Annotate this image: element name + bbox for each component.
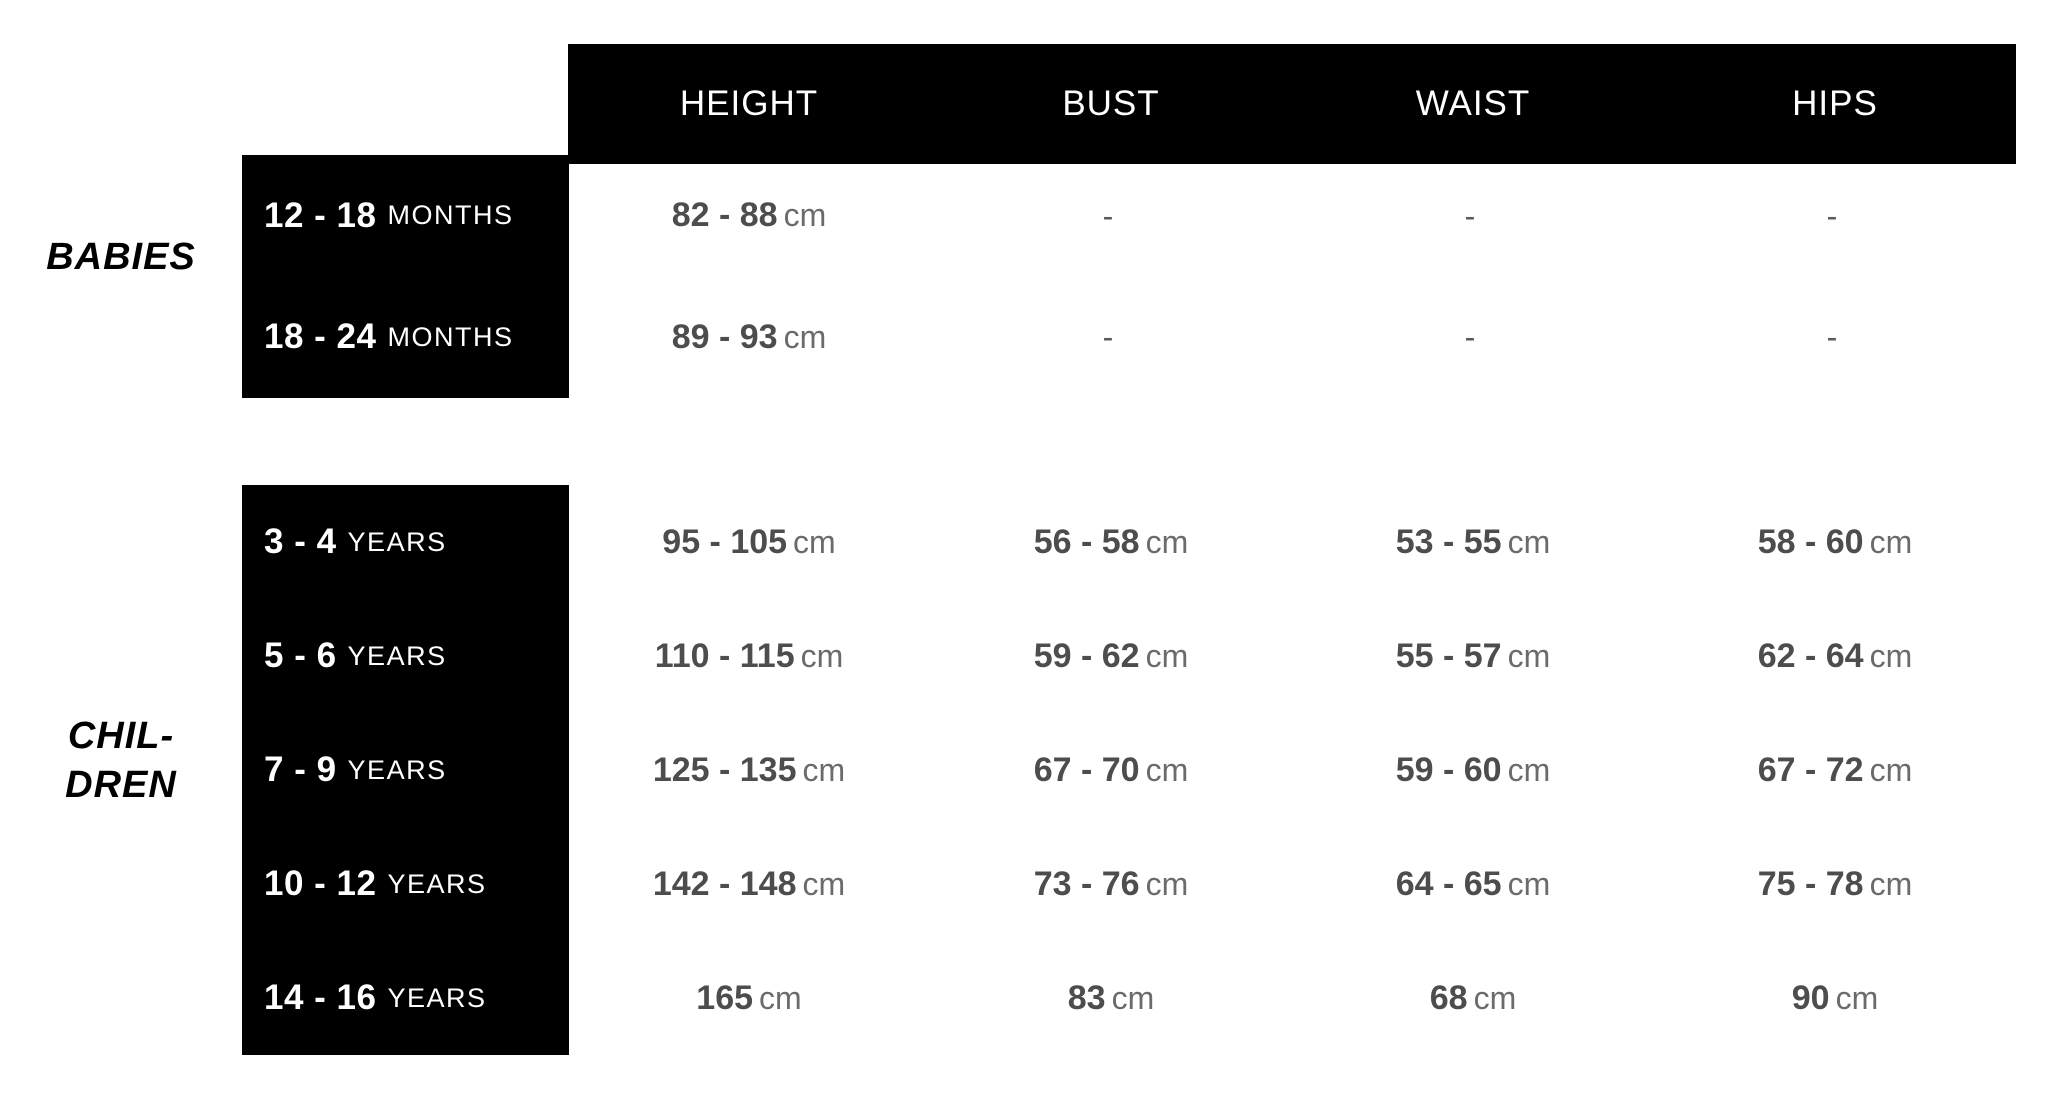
cell-value: 75 - 78 (1757, 864, 1864, 903)
age-unit: MONTHS (387, 200, 514, 231)
cell-bust (930, 523, 1292, 562)
cell-height (568, 751, 930, 790)
age-cell (242, 713, 569, 827)
cell-unit: cm (1145, 523, 1189, 560)
cell-waist (1292, 197, 1654, 235)
cell-value: 90 (1791, 978, 1830, 1017)
cell-value: 68 (1429, 978, 1468, 1017)
cell-height (568, 196, 930, 235)
cell-height (568, 318, 930, 357)
cell-value: - (1464, 319, 1476, 356)
cell-waist (1292, 751, 1654, 790)
column-header-waist: WAIST (1415, 84, 1531, 123)
cell-bust (930, 197, 1292, 235)
cell-value: 83 (1067, 978, 1106, 1017)
cell-unit: cm (783, 318, 827, 355)
cell-value: - (1464, 197, 1476, 234)
cell-unit: cm (1507, 751, 1551, 788)
age-cell (242, 599, 569, 713)
cell-waist (1292, 637, 1654, 676)
table-row (568, 941, 2016, 1055)
column-header-hips: HIPS (1792, 84, 1878, 123)
table-row (568, 827, 2016, 941)
cell-value: 67 - 72 (1757, 750, 1864, 789)
cell-value: 55 - 57 (1395, 636, 1502, 675)
age-number: 12 - 18 (264, 195, 377, 235)
age-number: 18 - 24 (264, 317, 377, 357)
age-cell (242, 277, 569, 399)
age-column-babies (242, 155, 569, 398)
table-row (568, 155, 2016, 277)
table-header-row (568, 44, 2016, 164)
cell-value: - (1826, 319, 1838, 356)
cell-unit: cm (783, 197, 827, 234)
cell-unit: cm (759, 979, 802, 1016)
cell-unit: cm (1473, 979, 1517, 1016)
cell-value: 89 - 93 (671, 317, 778, 356)
cell-unit: cm (1507, 637, 1551, 674)
age-number: 10 - 12 (264, 864, 377, 903)
cell-unit: cm (1507, 865, 1551, 902)
age-unit: YEARS (347, 640, 447, 671)
measurements-children (568, 485, 2016, 1055)
cell-height (568, 865, 930, 904)
age-unit: YEARS (347, 754, 447, 785)
cell-value: 95 - 105 (662, 522, 788, 561)
cell-hips (1654, 979, 2016, 1018)
cell-hips (1654, 197, 2016, 235)
cell-value: 142 - 148 (652, 864, 797, 903)
cell-value: 53 - 55 (1395, 522, 1502, 561)
cell-value: 165 (696, 978, 754, 1017)
cell-hips (1654, 865, 2016, 904)
cell-unit: cm (1145, 751, 1189, 788)
cell-unit: cm (1869, 751, 1913, 788)
cell-waist (1292, 318, 1654, 356)
group-label-babies: BABIES (46, 236, 196, 278)
table-row (568, 599, 2016, 713)
cell-unit: cm (1145, 865, 1189, 902)
cell-value: 67 - 70 (1033, 750, 1140, 789)
age-unit: MONTHS (387, 321, 514, 352)
cell-value: - (1102, 319, 1114, 356)
cell-value: 64 - 65 (1395, 864, 1502, 903)
cell-unit: cm (802, 865, 846, 902)
age-unit: YEARS (387, 982, 487, 1013)
cell-height (568, 637, 930, 676)
cell-height (568, 523, 930, 562)
age-column-children (242, 485, 569, 1055)
cell-value: 82 - 88 (671, 196, 778, 235)
cell-bust (930, 865, 1292, 904)
column-header-height: HEIGHT (679, 84, 819, 123)
group-label-children-line1: CHIL- (67, 715, 175, 757)
cell-value: 59 - 62 (1033, 636, 1140, 675)
age-number: 5 - 6 (264, 636, 337, 675)
cell-hips (1654, 318, 2016, 356)
cell-unit: cm (1835, 979, 1879, 1016)
cell-bust (930, 979, 1292, 1018)
cell-value: 58 - 60 (1757, 522, 1864, 561)
cell-bust (930, 318, 1292, 356)
cell-unit: cm (1869, 523, 1913, 560)
age-number: 3 - 4 (264, 522, 337, 561)
cell-value: 62 - 64 (1757, 636, 1864, 675)
table-row (568, 277, 2016, 399)
age-cell (242, 827, 569, 941)
cell-bust (930, 751, 1292, 790)
age-unit: YEARS (387, 868, 487, 899)
cell-hips (1654, 637, 2016, 676)
table-row (568, 713, 2016, 827)
cell-value: 59 - 60 (1395, 750, 1502, 789)
cell-hips (1654, 523, 2016, 562)
cell-waist (1292, 523, 1654, 562)
cell-waist (1292, 865, 1654, 904)
age-number: 14 - 16 (264, 978, 377, 1017)
cell-value: - (1102, 197, 1114, 234)
age-number: 7 - 9 (264, 750, 337, 789)
cell-unit: cm (1507, 523, 1551, 560)
cell-unit: cm (1111, 979, 1155, 1016)
cell-value: 110 - 115 (654, 636, 795, 675)
cell-unit: cm (1869, 637, 1913, 674)
cell-bust (930, 637, 1292, 676)
cell-value: 125 - 135 (652, 750, 797, 789)
column-header-bust: BUST (1062, 84, 1160, 123)
cell-unit: cm (802, 751, 846, 788)
cell-waist (1292, 979, 1654, 1018)
cell-unit: cm (1869, 865, 1913, 902)
cell-unit: cm (793, 523, 836, 560)
cell-unit: cm (1145, 637, 1189, 674)
group-label-children (0, 712, 242, 811)
age-unit: YEARS (347, 526, 447, 557)
table-row (568, 485, 2016, 599)
cell-unit: cm (800, 637, 844, 674)
age-cell (242, 155, 569, 277)
age-cell (242, 485, 569, 599)
group-label-children-line2: DREN (65, 764, 177, 807)
cell-hips (1654, 751, 2016, 790)
cell-value: 73 - 76 (1033, 864, 1140, 903)
cell-height (568, 979, 930, 1018)
age-cell (242, 941, 569, 1055)
measurements-babies (568, 155, 2016, 398)
cell-value: - (1826, 197, 1838, 234)
cell-value: 56 - 58 (1033, 522, 1140, 561)
